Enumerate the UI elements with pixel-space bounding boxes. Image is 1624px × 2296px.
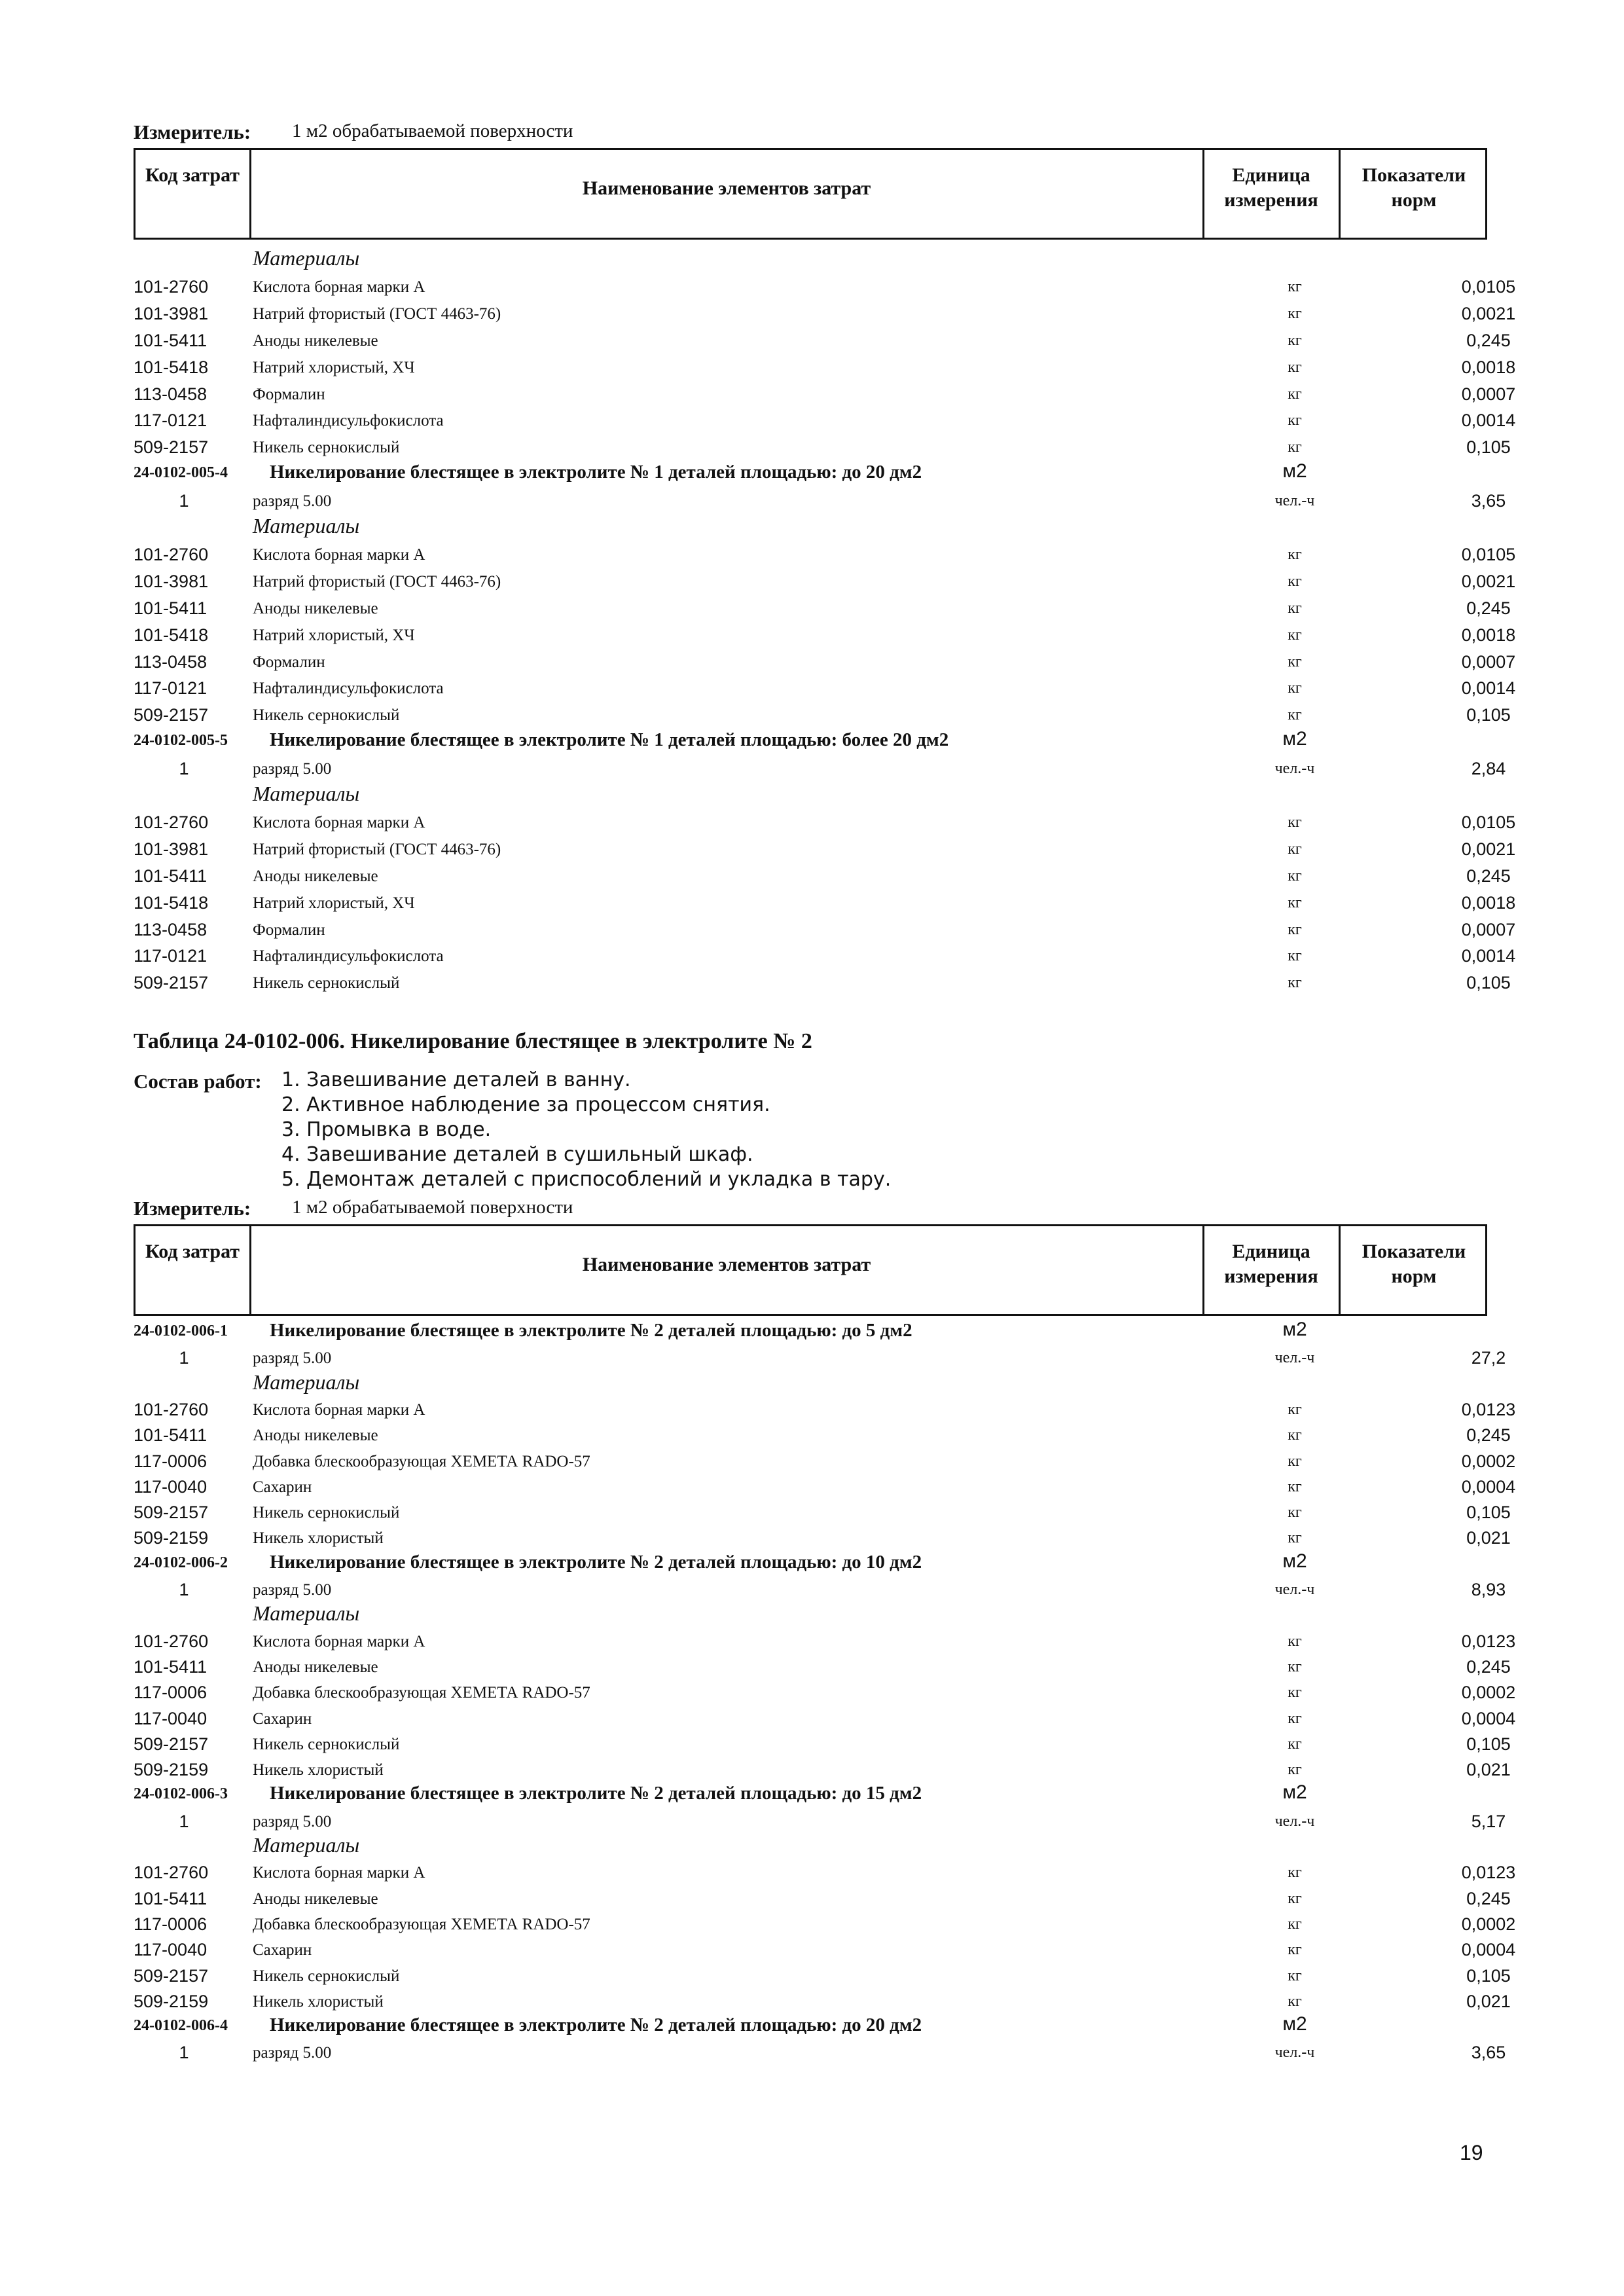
table-row-materials: [134, 515, 1487, 541]
table-row: [134, 1757, 1511, 1783]
header-code: Код затрат: [145, 1241, 240, 1262]
cell-name: разряд 5.00: [253, 1349, 332, 1368]
table-row: [134, 1629, 1516, 1655]
cell-name: Кислота борная марки А: [253, 278, 425, 296]
cell-unit: кг: [1288, 599, 1302, 617]
cell-value: 0,105: [1466, 437, 1511, 458]
table-header: [134, 148, 1487, 240]
cell-unit: кг: [1288, 920, 1302, 938]
table-row: [134, 301, 1516, 327]
table-row: [134, 1989, 1511, 2015]
cell-name: Сахарин: [253, 1478, 312, 1496]
cell-name: Аноды никелевые: [253, 599, 378, 617]
table-row: [134, 837, 1516, 863]
cell-value: 3,65: [1471, 491, 1506, 511]
cell-code: 101-5411: [134, 1888, 208, 1908]
header-unit-1: Единица: [1232, 164, 1310, 186]
cell-value: 0,0002: [1461, 1683, 1516, 1703]
cell-unit: кг: [1288, 1864, 1302, 1882]
cell-name: Кислота борная марки А: [253, 1864, 425, 1882]
table-row: [134, 810, 1516, 836]
cell-name: Никель хлористый: [253, 1529, 384, 1548]
cell-name: Нафталиндисульфокислота: [253, 412, 444, 430]
cell-code: 101-3981: [134, 571, 209, 591]
table-row: [134, 1654, 1511, 1681]
cell-value: 0,0123: [1461, 1631, 1516, 1651]
table-row: [134, 756, 1506, 782]
cell-code: 1: [179, 491, 189, 511]
cell-name: Аноды никелевые: [253, 1889, 378, 1908]
table-row-materials: [134, 1372, 1487, 1398]
cell-code: 24-0102-006-3: [134, 1785, 228, 1803]
cell-name: Аноды никелевые: [253, 1658, 378, 1676]
table-row: [134, 569, 1516, 595]
cell-value: 2,84: [1471, 759, 1506, 779]
materials-label: Материалы: [253, 246, 360, 270]
cell-unit: кг: [1288, 385, 1302, 403]
cell-name: Натрий хлористый, ХЧ: [253, 358, 415, 376]
cell-name: разряд 5.00: [253, 760, 332, 778]
cell-unit: кг: [1288, 1684, 1302, 1702]
cell-code: 101-5418: [134, 357, 209, 377]
table-row: [134, 1937, 1516, 1963]
cell-code: 1: [179, 1811, 189, 1831]
cell-value: 0,0021: [1461, 571, 1516, 591]
cell-name: Натрий хлористый, ХЧ: [253, 626, 415, 644]
cell-name: Добавка блескообразующая ХЕМЕТА RADO-57: [253, 1452, 590, 1470]
cell-unit: чел.-ч: [1274, 1349, 1315, 1367]
cell-value: 0,0014: [1461, 410, 1516, 431]
cell-value: 0,0007: [1461, 919, 1516, 939]
cell-value: 0,0004: [1461, 1476, 1516, 1497]
table-row: [134, 382, 1516, 408]
cell-value: 0,021: [1466, 1991, 1511, 2011]
cell-unit: кг: [1288, 813, 1302, 831]
cell-unit: кг: [1288, 1889, 1302, 1907]
cell-name: Никель сернокислый: [253, 706, 400, 725]
cell-name: Никель сернокислый: [253, 439, 400, 457]
table-row: [134, 1732, 1511, 1758]
table-row: [134, 328, 1511, 354]
table-row: [134, 676, 1516, 702]
materials-label: Материалы: [253, 514, 360, 538]
cell-value: 0,0021: [1461, 303, 1516, 323]
cell-value: 0,0123: [1461, 1863, 1516, 1883]
cell-code: 1: [179, 759, 189, 779]
cell-name: Формалин: [253, 920, 325, 939]
cell-unit: чел.-ч: [1274, 492, 1315, 510]
cell-code: 113-0458: [134, 651, 208, 672]
cell-unit: кг: [1288, 439, 1302, 456]
table-row: [134, 864, 1511, 890]
measure-value-2: 1 м2 обрабатываемой поверхности: [292, 1197, 573, 1218]
cell-code: 509-2157: [134, 437, 209, 458]
table-row-title: [134, 462, 1487, 488]
cell-value: 0,0105: [1461, 812, 1516, 832]
cell-name: разряд 5.00: [253, 492, 332, 511]
table-row: [134, 1912, 1516, 1938]
cell-code: 113-0458: [134, 919, 208, 939]
table-row: [134, 943, 1516, 970]
cell-unit: кг: [1288, 1427, 1302, 1444]
cell-name: Никелирование блестящее в электролите № 1 деталей площадью: до 20 дм2: [270, 462, 922, 483]
table-row: [134, 623, 1516, 649]
cell-code: 101-5411: [134, 866, 208, 886]
cell-name: Никелирование блестящее в электролите № 2 деталей площадью: до 10 дм2: [270, 1551, 922, 1573]
table-row-title: [134, 2014, 1487, 2041]
table-row: [134, 542, 1516, 568]
cell-code: 509-2159: [134, 1991, 209, 2011]
cell-name: Формалин: [253, 385, 325, 403]
table-header-2: [134, 1224, 1487, 1316]
table-row: [134, 274, 1516, 301]
cell-name: разряд 5.00: [253, 2044, 332, 2062]
cell-unit: кг: [1288, 278, 1302, 295]
table-row: [134, 917, 1516, 943]
cell-name: Аноды никелевые: [253, 867, 378, 885]
cell-value: 0,105: [1466, 705, 1511, 725]
cell-name: Никель сернокислый: [253, 1735, 400, 1753]
cell-unit: кг: [1288, 680, 1302, 697]
cell-value: 0,105: [1466, 1503, 1511, 1523]
cell-code: 101-2760: [134, 1399, 209, 1419]
header-norm-2: норм: [1391, 189, 1437, 211]
cell-unit: кг: [1288, 1504, 1302, 1522]
cell-code: 1: [179, 1348, 189, 1368]
cell-value: 0,245: [1466, 598, 1511, 618]
table-row: [134, 1423, 1511, 1449]
materials-label: Материалы: [253, 1370, 360, 1394]
cell-value: 0,0105: [1461, 544, 1516, 564]
cell-value: 0,0018: [1461, 357, 1516, 377]
table-row-title: [134, 1320, 1487, 1346]
table-row: [134, 1963, 1511, 1990]
cell-value: 27,2: [1471, 1348, 1506, 1368]
header-norm-1: Показатели: [1362, 1241, 1466, 1262]
cell-unit: кг: [1288, 572, 1302, 590]
cell-unit: м2: [1282, 1550, 1307, 1572]
table-row-materials: [134, 1603, 1487, 1629]
cell-code: 101-3981: [134, 839, 209, 859]
measure-label-2: Измеритель:: [134, 1197, 251, 1220]
cell-code: 101-2760: [134, 1863, 209, 1883]
cell-code: 101-5411: [134, 598, 208, 618]
table-row: [134, 1886, 1511, 1912]
cell-value: 5,17: [1471, 1811, 1506, 1831]
measure-label: Измеритель:: [134, 120, 251, 143]
cell-unit: кг: [1288, 626, 1302, 644]
cell-value: 0,0105: [1461, 276, 1516, 297]
cell-unit: кг: [1288, 1632, 1302, 1650]
cell-unit: м2: [1282, 2013, 1307, 2035]
cell-value: 0,0018: [1461, 892, 1516, 913]
table-row: [134, 1706, 1516, 1732]
header-unit-2: измерения: [1224, 189, 1318, 211]
cell-name: Добавка блескообразующая ХЕМЕТА RADO-57: [253, 1915, 590, 1933]
cell-value: 0,245: [1466, 330, 1511, 350]
cell-unit: кг: [1288, 1452, 1302, 1470]
cell-name: Аноды никелевые: [253, 1427, 378, 1445]
table-row: [134, 702, 1511, 729]
cell-code: 101-2760: [134, 1631, 209, 1651]
header-unit-1: Единица: [1232, 1241, 1310, 1262]
cell-unit: кг: [1288, 1529, 1302, 1547]
work-item: 5. Демонтаж деталей с приспособлений и укладка в тару.: [281, 1168, 892, 1191]
cell-name: Никель хлористый: [253, 1992, 384, 2011]
cell-value: 0,0123: [1461, 1399, 1516, 1419]
cell-code: 24-0102-005-4: [134, 464, 228, 482]
cell-code: 1: [179, 2043, 189, 2063]
cell-name: Кислота борная марки А: [253, 545, 425, 564]
cell-value: 0,245: [1466, 866, 1511, 886]
cell-unit: кг: [1288, 1992, 1302, 2010]
cell-name: Никель сернокислый: [253, 1967, 400, 1985]
cell-code: 509-2157: [134, 1734, 209, 1754]
table-row: [134, 649, 1516, 676]
cell-name: Натрий фтористый (ГОСТ 4463-76): [253, 840, 501, 858]
cell-name: Кислота борная марки А: [253, 1632, 425, 1650]
cell-code: 101-5411: [134, 1425, 208, 1446]
cell-code: 117-0121: [134, 678, 208, 699]
cell-name: Никелирование блестящее в электролите № 2 деталей площадью: до 5 дм2: [270, 1320, 912, 1341]
cell-unit: кг: [1288, 1735, 1302, 1753]
cell-value: 0,0002: [1461, 1914, 1516, 1934]
cell-code: 117-0040: [134, 1940, 208, 1960]
cell-value: 0,105: [1466, 1734, 1511, 1754]
cell-unit: кг: [1288, 412, 1302, 429]
table-row-materials: [134, 783, 1487, 809]
cell-code: 101-5418: [134, 625, 209, 645]
table-row-title: [134, 1552, 1487, 1578]
table-row: [134, 1860, 1516, 1886]
cell-unit: чел.-ч: [1274, 1812, 1315, 1830]
cell-value: 0,0014: [1461, 678, 1516, 699]
cell-unit: кг: [1288, 1967, 1302, 1984]
cell-value: 0,105: [1466, 973, 1511, 993]
table-row: [134, 355, 1516, 381]
cell-name: Никель сернокислый: [253, 1504, 400, 1522]
cell-code: 509-2157: [134, 1503, 209, 1523]
cell-name: Никель хлористый: [253, 1761, 384, 1779]
cell-name: Добавка блескообразующая ХЕМЕТА RADO-57: [253, 1684, 590, 1702]
cell-value: 0,0021: [1461, 839, 1516, 859]
cell-value: 0,021: [1466, 1528, 1511, 1548]
cell-code: 117-0006: [134, 1914, 208, 1934]
cell-code: 509-2159: [134, 1760, 209, 1780]
cell-unit: кг: [1288, 947, 1302, 965]
cell-name: Аноды никелевые: [253, 331, 378, 350]
cell-name: разряд 5.00: [253, 1581, 332, 1599]
cell-name: Натрий фтористый (ГОСТ 4463-76): [253, 572, 501, 591]
cell-unit: кг: [1288, 1915, 1302, 1933]
header-norm-2: норм: [1391, 1266, 1437, 1287]
cell-code: 101-5411: [134, 330, 208, 350]
table-row-materials: [134, 1834, 1487, 1861]
cell-value: 0,0018: [1461, 625, 1516, 645]
cell-unit: кг: [1288, 331, 1302, 349]
cell-code: 509-2157: [134, 973, 209, 993]
header-name: Наименование элементов затрат: [582, 177, 871, 199]
cell-unit: кг: [1288, 1709, 1302, 1727]
materials-label: Материалы: [253, 1601, 360, 1626]
cell-value: 0,0002: [1461, 1451, 1516, 1471]
cell-name: Нафталиндисульфокислота: [253, 680, 444, 698]
cell-unit: кг: [1288, 974, 1302, 992]
table-row: [134, 1500, 1511, 1526]
table-row: [134, 1680, 1516, 1706]
cell-unit: м2: [1282, 1319, 1307, 1340]
cell-unit: м2: [1282, 728, 1307, 750]
work-label: Состав работ:: [134, 1070, 262, 1093]
header-code: Код затрат: [145, 164, 240, 186]
table-row-materials: [134, 247, 1487, 274]
cell-unit: кг: [1288, 867, 1302, 884]
cell-code: 101-3981: [134, 303, 209, 323]
cell-name: Сахарин: [253, 1941, 312, 1959]
cell-name: Нафталиндисульфокислота: [253, 947, 444, 966]
cell-value: 0,0007: [1461, 384, 1516, 404]
table-row: [134, 488, 1506, 515]
materials-label: Материалы: [253, 1833, 360, 1857]
table-row: [134, 408, 1516, 434]
cell-code: 101-2760: [134, 812, 209, 832]
work-item: 4. Завешивание деталей в сушильный шкаф.: [281, 1143, 753, 1166]
cell-value: 0,0014: [1461, 946, 1516, 966]
cell-code: 509-2157: [134, 1965, 209, 1986]
table-row: [134, 1809, 1506, 1835]
cell-code: 101-2760: [134, 276, 209, 297]
table-row: [134, 1525, 1511, 1552]
cell-unit: кг: [1288, 358, 1302, 376]
cell-code: 24-0102-005-5: [134, 732, 228, 750]
table-row-title: [134, 729, 1487, 756]
cell-unit: кг: [1288, 304, 1302, 322]
cell-name: Никель сернокислый: [253, 974, 400, 993]
cell-value: 0,0007: [1461, 651, 1516, 672]
section-title: Таблица 24-0102-006. Никелирование блестящее в электролите № 2: [134, 1029, 812, 1053]
cell-code: 101-5411: [134, 1656, 208, 1677]
cell-name: Никелирование блестящее в электролите № 2 деталей площадью: до 20 дм2: [270, 2014, 922, 2036]
work-item: 2. Активное наблюдение за процессом снятия.: [281, 1093, 770, 1116]
cell-code: 101-5418: [134, 892, 209, 913]
cell-code: 117-0121: [134, 410, 208, 431]
page-number: 19: [1460, 2141, 1483, 2164]
cell-value: 0,021: [1466, 1760, 1511, 1780]
cell-value: 0,0004: [1461, 1708, 1516, 1728]
table-row: [134, 596, 1511, 622]
table-row: [134, 1577, 1506, 1603]
cell-code: 24-0102-006-1: [134, 1322, 228, 1339]
cell-value: 0,105: [1466, 1965, 1511, 1986]
cell-code: 509-2157: [134, 705, 209, 725]
cell-unit: кг: [1288, 706, 1302, 724]
cell-code: 113-0458: [134, 384, 208, 404]
cell-code: 101-2760: [134, 544, 209, 564]
cell-unit: кг: [1288, 1761, 1302, 1779]
table-row: [134, 890, 1516, 917]
cell-name: Натрий хлористый, ХЧ: [253, 894, 415, 912]
cell-name: Натрий фтористый (ГОСТ 4463-76): [253, 304, 501, 323]
table-row: [134, 1397, 1516, 1423]
cell-value: 0,245: [1466, 1888, 1511, 1908]
cell-value: 8,93: [1471, 1580, 1506, 1599]
cell-unit: кг: [1288, 1658, 1302, 1675]
cell-unit: м2: [1282, 460, 1307, 483]
table-row: [134, 1345, 1506, 1372]
materials-label: Материалы: [253, 782, 360, 805]
cell-code: 117-0040: [134, 1476, 208, 1497]
cell-unit: кг: [1288, 894, 1302, 911]
cell-value: 0,245: [1466, 1656, 1511, 1677]
cell-code: 24-0102-006-2: [134, 1554, 228, 1571]
table-row: [134, 435, 1511, 461]
table-row-title: [134, 1783, 1487, 1809]
table-row: [134, 2040, 1506, 2066]
cell-unit: чел.-ч: [1274, 2044, 1315, 2062]
cell-unit: кг: [1288, 653, 1302, 670]
table-row: [134, 970, 1511, 996]
cell-value: 0,245: [1466, 1425, 1511, 1446]
cell-unit: чел.-ч: [1274, 760, 1315, 778]
cell-unit: м2: [1282, 1781, 1307, 1804]
header-norm-1: Показатели: [1362, 164, 1466, 186]
table-row: [134, 1449, 1516, 1475]
cell-name: Кислота борная марки А: [253, 813, 425, 831]
work-item: 1. Завешивание деталей в ванну.: [281, 1068, 631, 1091]
cell-code: 1: [179, 1580, 189, 1599]
cell-code: 509-2159: [134, 1528, 209, 1548]
cell-name: Кислота борная марки А: [253, 1400, 425, 1419]
cell-name: Сахарин: [253, 1709, 312, 1728]
work-item: 3. Промывка в воде.: [281, 1118, 492, 1141]
cell-name: Никелирование блестящее в электролите № 1 деталей площадью: более 20 дм2: [270, 729, 949, 751]
cell-name: Формалин: [253, 653, 325, 671]
cell-name: Никелирование блестящее в электролите № 2 деталей площадью: до 15 дм2: [270, 1783, 922, 1804]
table-row: [134, 1474, 1516, 1501]
cell-unit: чел.-ч: [1274, 1581, 1315, 1598]
cell-unit: кг: [1288, 1478, 1302, 1495]
cell-value: 3,65: [1471, 2043, 1506, 2063]
cell-unit: кг: [1288, 840, 1302, 858]
cell-code: 117-0006: [134, 1451, 208, 1471]
cell-code: 24-0102-006-4: [134, 2017, 228, 2035]
cell-code: 117-0006: [134, 1683, 208, 1703]
cell-unit: кг: [1288, 545, 1302, 563]
header-unit-2: измерения: [1224, 1266, 1318, 1287]
cell-unit: кг: [1288, 1400, 1302, 1418]
cell-code: 117-0121: [134, 946, 208, 966]
cell-value: 0,0004: [1461, 1940, 1516, 1960]
cell-name: разряд 5.00: [253, 1812, 332, 1831]
header-name: Наименование элементов затрат: [582, 1254, 871, 1275]
cell-code: 117-0040: [134, 1708, 208, 1728]
cell-unit: кг: [1288, 1941, 1302, 1959]
measure-value: 1 м2 обрабатываемой поверхности: [292, 120, 573, 141]
